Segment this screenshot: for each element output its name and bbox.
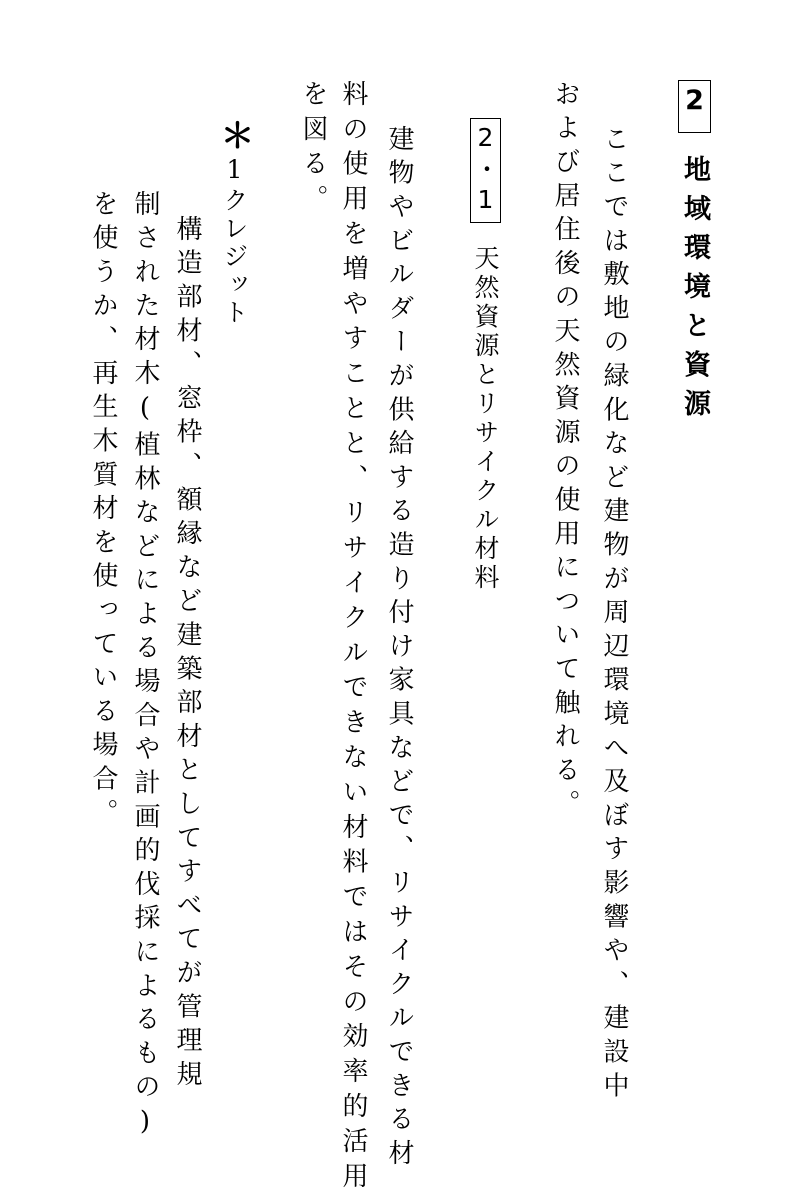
section-title: 地域環境と資源	[679, 155, 710, 428]
subsection-line-1: 建物やビルダーが供給する造り付け家具などで、リサイクルできる材	[384, 125, 414, 1173]
credit-line-2: 制された材木(植林などによる場合や計画的伐採によるもの)	[130, 190, 160, 1145]
credit-label	[214, 118, 254, 327]
intro-line-2: および居住後の天然資源の使用について触れる。	[550, 80, 580, 824]
subsection-line-2: 料の使用を増やすことと、リサイクルできない材料ではその効率的活用	[338, 80, 368, 1197]
asterisk-mark: ＊	[214, 118, 254, 155]
subsection-number-box: 2・1	[470, 118, 501, 223]
subsection-line-3: を図る。	[298, 80, 328, 220]
section-number-box: 2	[678, 80, 711, 133]
credit-line-1: 構造部材、窓枠、額縁など建築部材としてすべてが管理規	[172, 215, 202, 1094]
subsection-title: 天然資源とリサイクル材料	[471, 245, 500, 593]
credit-line-3: を使うか、再生木質材を使っている場合。	[88, 190, 118, 833]
subsection-heading	[470, 118, 501, 593]
section-heading	[678, 80, 711, 428]
credit-label-text: 1クレジット	[220, 155, 249, 327]
intro-line-1: ここでは敷地の緑化など建物が周辺環境へ及ぼす影響や、建設中	[599, 125, 629, 1106]
